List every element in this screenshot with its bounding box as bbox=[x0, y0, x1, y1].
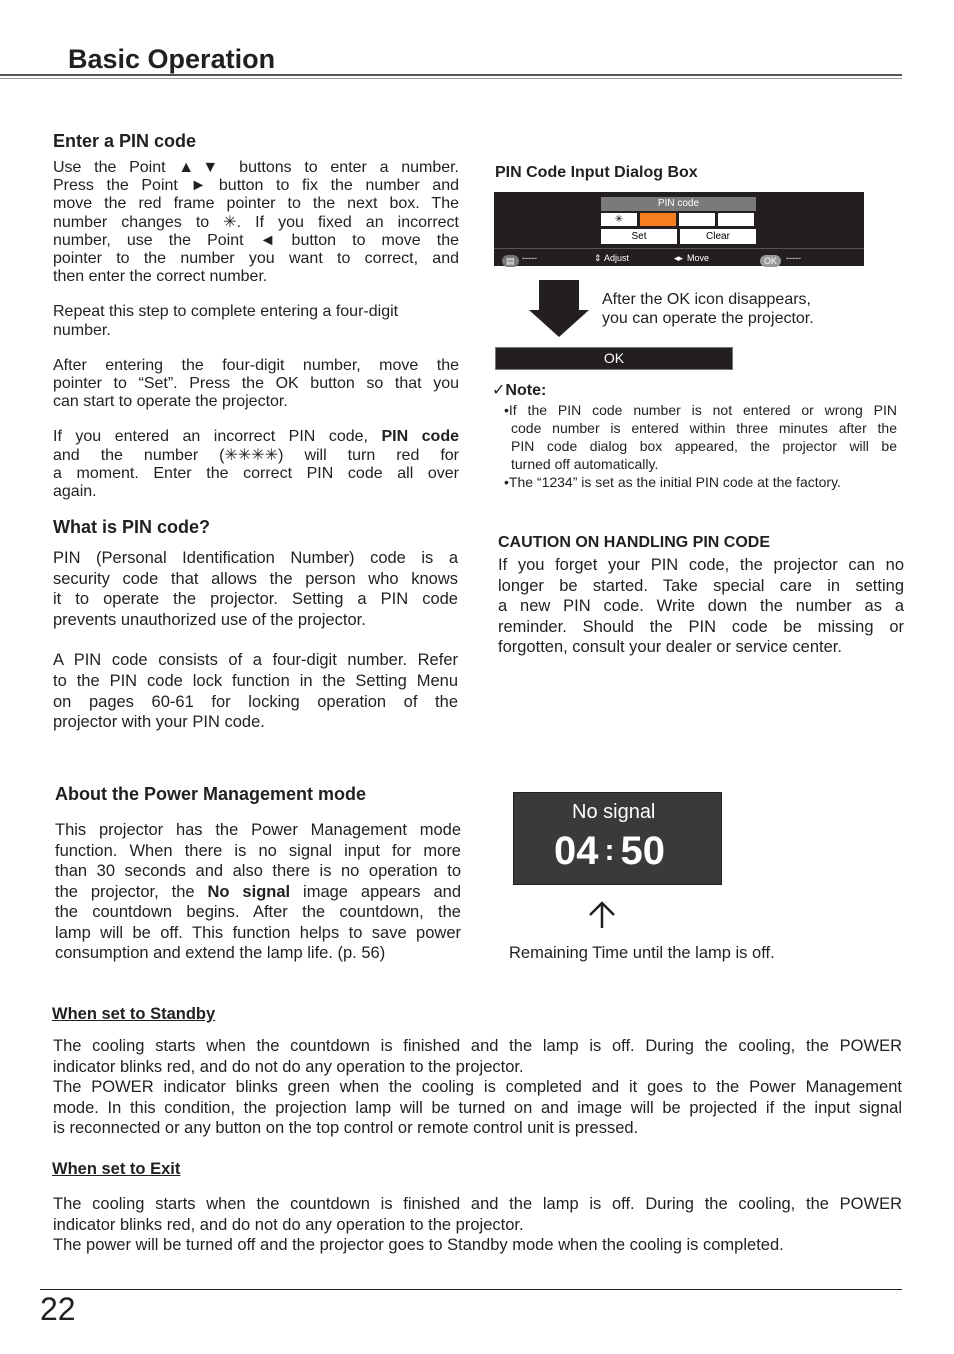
text-line: A PIN code consists of a four-digit number. Refer bbox=[53, 651, 458, 670]
text-line: the countdown begins. After the countdown, the bbox=[55, 903, 461, 921]
checkmark-icon: ✓ bbox=[492, 382, 506, 399]
text-line: than 30 seconds and also there is no operation to bbox=[55, 862, 461, 880]
dialog-caption: PIN Code Input Dialog Box bbox=[495, 164, 698, 181]
power-heading: About the Power Management mode bbox=[55, 784, 367, 804]
text-line: you can operate the projector. bbox=[602, 309, 814, 327]
text-line: •If the PIN code number is not entered or wrong PIN bbox=[504, 402, 897, 418]
text-line: The cooling starts when the countdown is finished and the lamp is off. During the cooling, the POWER bbox=[53, 1195, 902, 1213]
text-line: forgotten, consult your dealer or service center. bbox=[498, 638, 842, 656]
note-item-2: •The “1234” is set as the initial PIN code at the factory. bbox=[504, 474, 841, 490]
bold-term: No signal bbox=[207, 882, 291, 901]
text-line bbox=[55, 882, 461, 903]
text-line: indicator blinks red, and do not do any operation to the projector. bbox=[53, 1057, 524, 1076]
pin-digit-box-4 bbox=[718, 213, 754, 226]
left-right-icon: ◂▸ bbox=[674, 253, 684, 263]
text-line: reminder. Should the PIN code be missing or bbox=[498, 617, 904, 636]
text-line: The power will be turned off and the projector goes to Standby mode when the cooling is completed. bbox=[53, 1236, 784, 1254]
text-line: code number is entered within three minutes after the bbox=[511, 420, 897, 436]
text-line: can start to operate the projector. bbox=[53, 393, 288, 411]
text-line: on pages 60-61 for locking operation of the bbox=[53, 692, 458, 711]
text-line: PIN code dialog box appeared, the projector will be bbox=[511, 438, 897, 454]
note-item-1 bbox=[504, 401, 897, 473]
text-line: After the OK icon disappears, bbox=[602, 291, 811, 308]
text-line: After entering the four-digit number, move the bbox=[53, 356, 459, 374]
text-line: pointer to the number you want to correct, and bbox=[53, 250, 459, 268]
text-fragment: the projector, the bbox=[55, 882, 208, 901]
text-line: it to operate the projector. Setting a PIN code bbox=[53, 590, 458, 609]
text-line: lamp will be off. This function helps to save power bbox=[55, 923, 461, 942]
countdown-timer bbox=[554, 827, 665, 875]
text-fragment: image appears and bbox=[290, 882, 461, 901]
text-line: number changes to ✳. If you fixed an incorrect bbox=[53, 213, 459, 231]
text-line: function. When there is no signal input for more bbox=[55, 841, 461, 860]
pin-clear-button: Clear bbox=[680, 229, 756, 244]
text-fragment: If you entered an incorrect PIN code, bbox=[53, 428, 382, 446]
text-line: The POWER indicator blinks green when the cooling is completed and it goes to the Power Management bbox=[53, 1078, 902, 1096]
what-pin-heading: What is PIN code? bbox=[53, 517, 211, 537]
enter-pin-body bbox=[53, 159, 459, 501]
note-title: Note: bbox=[505, 382, 547, 399]
page-number: 22 bbox=[40, 1291, 76, 1327]
text-line: The cooling starts when the countdown is finished and the lamp is off. During the cooling, the POWER bbox=[53, 1037, 902, 1055]
what-pin-paragraph-2 bbox=[53, 650, 458, 732]
text-line: move the red frame pointer to the next box. The bbox=[53, 195, 459, 213]
text-line: Repeat this step to complete entering a four-digit bbox=[53, 303, 399, 321]
pin-dialog-footer: ▤ ----- ⇕ Adjust ◂▸ Move OK ----- bbox=[494, 248, 864, 267]
text-line: Use the Point ▲▼ buttons to enter a number. bbox=[53, 159, 459, 176]
footer-adjust-text: Adjust bbox=[604, 253, 630, 263]
footer-left-text: ----- bbox=[522, 253, 537, 263]
text-line: number, use the Point ◄ button to move the bbox=[53, 231, 459, 249]
no-signal-title: No signal bbox=[572, 801, 656, 823]
footer-rule bbox=[40, 1289, 902, 1290]
standby-heading: When set to Standby bbox=[52, 1005, 216, 1023]
caution-heading: CAUTION ON HANDLING PIN CODE bbox=[498, 534, 770, 551]
text-line: turned off automatically. bbox=[511, 456, 659, 472]
text-line: This projector has the Power Management mode bbox=[55, 821, 461, 839]
ok-bar-screenshot: OK bbox=[495, 347, 733, 370]
pin-dialog-header: PIN code bbox=[601, 197, 756, 211]
text-line: a new PIN code. Write down the number as a bbox=[498, 597, 904, 615]
header-rule-thin bbox=[0, 78, 902, 79]
up-down-icon: ⇕ bbox=[594, 253, 602, 263]
standby-body bbox=[53, 1036, 902, 1139]
pin-set-button: Set bbox=[601, 229, 677, 244]
down-arrow-icon bbox=[529, 280, 589, 338]
countdown-seconds: 50 bbox=[620, 829, 665, 873]
remaining-time-caption: Remaining Time until the lamp is off. bbox=[509, 944, 775, 962]
text-line: PIN (Personal Identification Number) code is a bbox=[53, 549, 458, 567]
text-line: prevents unauthorized use of the projector. bbox=[53, 610, 366, 629]
page-title: Basic Operation bbox=[68, 44, 276, 74]
what-pin-body bbox=[53, 548, 458, 733]
text-line: and the number (✳✳✳✳) will turn red for bbox=[53, 446, 459, 464]
after-ok-text bbox=[602, 291, 814, 328]
text-line: is reconnected or any button on the top control or remote control unit is pressed. bbox=[53, 1119, 639, 1137]
text-line: consumption and extend the lamp life. (p. 56) bbox=[55, 944, 386, 962]
pin-digit-box-2 bbox=[640, 213, 676, 226]
enter-pin-paragraph-2 bbox=[53, 303, 459, 339]
header-rule bbox=[0, 74, 902, 76]
power-body bbox=[55, 820, 461, 964]
text-line: Press the Point ► button to fix the number and bbox=[53, 177, 459, 195]
text-line bbox=[53, 428, 459, 446]
text-line: number. bbox=[53, 321, 111, 339]
text-line: longer be started. Take special care in setting bbox=[498, 576, 904, 595]
pin-digit-box-3 bbox=[679, 213, 715, 226]
text-line: pointer to “Set”. Press the OK button so that you bbox=[53, 375, 459, 393]
no-signal-screen bbox=[513, 792, 722, 885]
countdown-minutes: 04 bbox=[554, 829, 599, 873]
text-line: projector with your PIN code. bbox=[53, 713, 265, 732]
up-arrow-icon bbox=[588, 900, 616, 930]
enter-pin-heading: Enter a PIN code bbox=[53, 131, 197, 151]
exit-heading: When set to Exit bbox=[52, 1160, 181, 1178]
text-line: again. bbox=[53, 483, 97, 501]
pin-dialog-screenshot bbox=[494, 192, 864, 266]
text-line: indicator blinks red, and do not do any operation to the projector. bbox=[53, 1215, 524, 1234]
exit-body bbox=[53, 1194, 902, 1256]
enter-pin-paragraph-1 bbox=[53, 159, 459, 286]
footer-move-text: Move bbox=[687, 253, 710, 263]
enter-pin-paragraph-4 bbox=[53, 428, 459, 501]
footer-right-text: ----- bbox=[786, 253, 801, 263]
text-line: then enter the correct number. bbox=[53, 268, 268, 286]
countdown-separator: : bbox=[604, 834, 615, 867]
text-line: mode. In this condition, the projection lamp will be turned on and image will be projected if the input signal bbox=[53, 1098, 902, 1117]
bold-term: PIN code bbox=[381, 428, 459, 446]
text-line: If you forget your PIN code, the projector can no bbox=[498, 556, 904, 574]
pin-digit-box-1: ✳ bbox=[601, 213, 637, 226]
enter-pin-paragraph-3 bbox=[53, 357, 459, 412]
text-line: security code that allows the person who knows bbox=[53, 569, 458, 588]
note-title-line bbox=[492, 380, 546, 400]
text-line: to the PIN code lock function in the Setting Menu bbox=[53, 671, 458, 690]
text-line: a moment. Enter the correct PIN code all over bbox=[53, 464, 459, 482]
caution-body bbox=[498, 555, 904, 658]
what-pin-paragraph-1 bbox=[53, 548, 458, 630]
